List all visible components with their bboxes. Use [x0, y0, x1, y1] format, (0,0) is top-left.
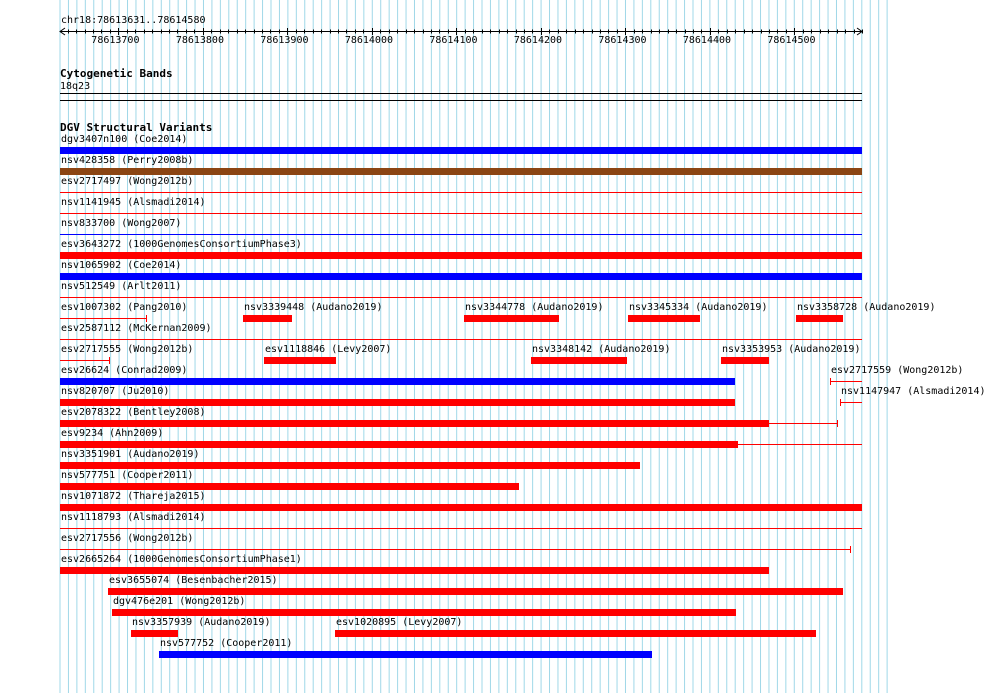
cytoband-label[interactable]: 18q23: [60, 81, 91, 92]
dgv-track-title: DGV Structural Variants: [60, 121, 213, 134]
dgv-feature-label[interactable]: esv2587112 (McKernan2009): [61, 323, 212, 334]
dgv-feature-bar[interactable]: [60, 420, 769, 427]
cytoband-track-title: Cytogenetic Bands: [60, 67, 173, 80]
dgv-feature-label[interactable]: esv2717497 (Wong2012b): [61, 176, 194, 187]
dgv-feature-label[interactable]: nsv1071872 (Thareja2015): [61, 491, 206, 502]
dgv-feature-end-cap: [850, 546, 851, 553]
dgv-feature-label[interactable]: nsv512549 (Arlt2011): [61, 281, 182, 292]
dgv-feature-line[interactable]: [840, 402, 862, 403]
ruler-tick-label: 78613800: [175, 35, 224, 46]
dgv-feature-label[interactable]: nsv3351901 (Audano2019): [61, 449, 200, 460]
dgv-feature-bar[interactable]: [264, 357, 337, 364]
dgv-feature-bar[interactable]: [60, 504, 862, 511]
dgv-feature-line[interactable]: [60, 549, 851, 550]
dgv-feature-end-cap: [837, 420, 838, 427]
dgv-feature-label[interactable]: esv2078322 (Bentley2008): [61, 407, 206, 418]
dgv-feature-label[interactable]: nsv1147947 (Alsmadi2014): [841, 386, 986, 397]
ruler-tick-label: 78614500: [767, 35, 816, 46]
ruler-tick-label: 78614100: [429, 35, 478, 46]
dgv-feature-label[interactable]: nsv3344778 (Audano2019): [465, 302, 604, 313]
dgv-feature-bar[interactable]: [159, 651, 652, 658]
dgv-feature-label[interactable]: nsv3348142 (Audano2019): [532, 344, 671, 355]
dgv-feature-label[interactable]: esv26624 (Conrad2009): [61, 365, 188, 376]
ruler-tick-label: 78614000: [344, 35, 393, 46]
dgv-feature-start-cap: [840, 399, 841, 406]
dgv-feature-extension[interactable]: [738, 444, 862, 445]
dgv-feature-label[interactable]: esv9234 (Ahn2009): [61, 428, 164, 439]
dgv-feature-line[interactable]: [60, 213, 862, 214]
dgv-feature-line[interactable]: [60, 192, 862, 193]
dgv-feature-bar[interactable]: [60, 147, 862, 154]
dgv-feature-label[interactable]: esv2717559 (Wong2012b): [831, 365, 964, 376]
dgv-feature-bar[interactable]: [60, 399, 735, 406]
ruler-tick-label: 78614400: [682, 35, 732, 46]
dgv-feature-line[interactable]: [60, 318, 147, 319]
dgv-feature-line[interactable]: [60, 339, 862, 340]
dgv-feature-label[interactable]: nsv3345334 (Audano2019): [629, 302, 768, 313]
dgv-feature-label[interactable]: nsv1065902 (Coe2014): [61, 260, 182, 271]
dgv-feature-label[interactable]: nsv3339448 (Audano2019): [244, 302, 383, 313]
dgv-feature-bar[interactable]: [131, 630, 178, 637]
dgv-feature-label[interactable]: esv1020895 (Levy2007): [336, 617, 463, 628]
dgv-feature-label[interactable]: esv3643272 (1000GenomesConsortiumPhase3): [61, 239, 302, 250]
dgv-feature-line[interactable]: [60, 360, 110, 361]
ruler-tick-label: 78613700: [91, 35, 140, 46]
dgv-feature-bar[interactable]: [60, 567, 769, 574]
dgv-feature-bar[interactable]: [60, 252, 862, 259]
dgv-feature-label[interactable]: esv3655074 (Besenbacher2015): [109, 575, 278, 586]
dgv-feature-label[interactable]: nsv577752 (Cooper2011): [160, 638, 293, 649]
dgv-feature-end-cap: [146, 315, 147, 322]
dgv-feature-line[interactable]: [830, 381, 862, 382]
dgv-feature-line[interactable]: [60, 234, 862, 235]
dgv-feature-bar[interactable]: [60, 441, 738, 448]
dgv-feature-label[interactable]: dgv3407n100 (Coe2014): [61, 134, 188, 145]
dgv-feature-line[interactable]: [60, 528, 862, 529]
ruler-tick-label: 78614300: [598, 35, 647, 46]
dgv-feature-bar[interactable]: [796, 315, 843, 322]
dgv-feature-label[interactable]: esv1007302 (Pang2010): [61, 302, 188, 313]
dgv-feature-bar[interactable]: [464, 315, 559, 322]
dgv-feature-bar[interactable]: [108, 588, 842, 595]
region-label: chr18:78613631..78614580: [61, 15, 206, 26]
dgv-feature-label[interactable]: esv2717555 (Wong2012b): [61, 344, 194, 355]
ruler-tick-label: 78614200: [513, 35, 563, 46]
dgv-feature-label[interactable]: esv2665264 (1000GenomesConsortiumPhase1): [61, 554, 302, 565]
dgv-feature-bar[interactable]: [721, 357, 769, 364]
dgv-feature-label[interactable]: esv1118846 (Levy2007): [265, 344, 392, 355]
dgv-feature-bar[interactable]: [60, 168, 862, 175]
dgv-feature-label[interactable]: nsv3353953 (Audano2019): [722, 344, 861, 355]
dgv-feature-bar[interactable]: [243, 315, 291, 322]
dgv-feature-label[interactable]: nsv3358728 (Audano2019): [797, 302, 936, 313]
dgv-feature-label[interactable]: nsv1141945 (Alsmadi2014): [61, 197, 206, 208]
dgv-feature-label[interactable]: nsv3357939 (Audano2019): [132, 617, 271, 628]
dgv-feature-line[interactable]: [60, 297, 862, 298]
cytoband-band[interactable]: [60, 93, 862, 94]
ruler-tick-label: 78613900: [260, 35, 309, 46]
dgv-feature-bar[interactable]: [112, 609, 737, 616]
dgv-feature-bar[interactable]: [531, 357, 627, 364]
dgv-feature-bar[interactable]: [60, 378, 735, 385]
dgv-feature-extension[interactable]: [769, 423, 837, 424]
dgv-feature-label[interactable]: nsv577751 (Cooper2011): [61, 470, 194, 481]
dgv-feature-label[interactable]: nsv820707 (Ju2010): [61, 386, 170, 397]
dgv-feature-bar[interactable]: [60, 462, 640, 469]
dgv-feature-bar[interactable]: [60, 483, 519, 490]
dgv-feature-label[interactable]: dgv476e201 (Wong2012b): [113, 596, 246, 607]
dgv-feature-label[interactable]: nsv833700 (Wong2007): [61, 218, 182, 229]
dgv-feature-bar[interactable]: [335, 630, 817, 637]
dgv-feature-label[interactable]: nsv1118793 (Alsmadi2014): [61, 512, 206, 523]
dgv-feature-end-cap: [109, 357, 110, 364]
track-divider: [60, 100, 862, 101]
dgv-feature-label[interactable]: nsv428358 (Perry2008b): [61, 155, 194, 166]
dgv-feature-bar[interactable]: [628, 315, 700, 322]
dgv-feature-label[interactable]: esv2717556 (Wong2012b): [61, 533, 194, 544]
dgv-feature-start-cap: [830, 378, 831, 385]
dgv-feature-bar[interactable]: [60, 273, 862, 280]
